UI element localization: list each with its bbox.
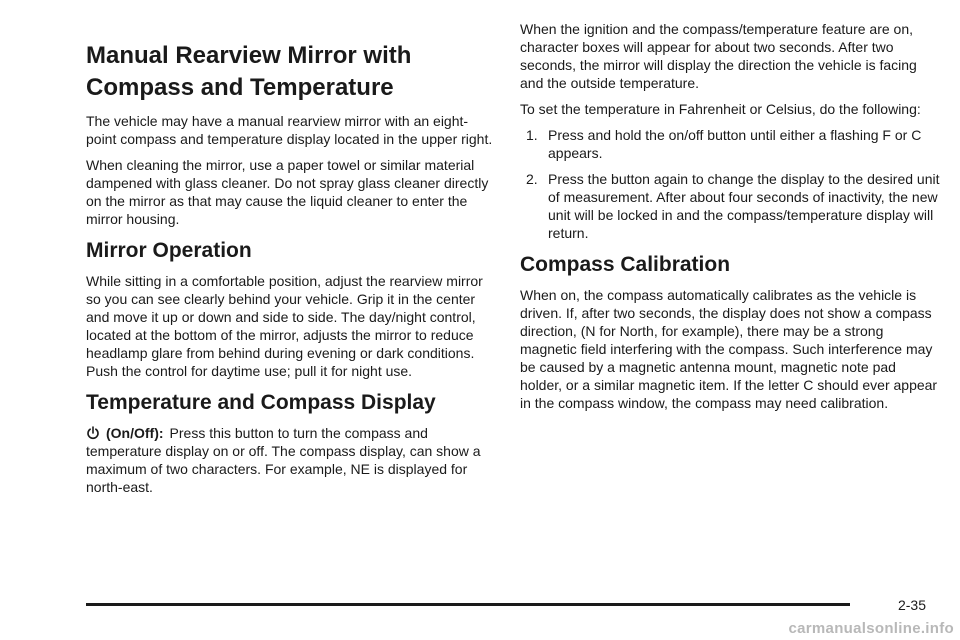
intro-paragraph: The vehicle may have a manual rearview mirror with an eight-point compass and temperature display located in the upper right. (86, 113, 493, 147)
right-column (520, 20, 940, 420)
page-title: Manual Rearview Mirror with Compass and Temperature (86, 42, 412, 101)
left-column (86, 40, 496, 504)
power-icon (86, 426, 100, 440)
display-heading: Temperature and Compass Display (86, 391, 436, 414)
onoff-term: (On/Off): (106, 425, 164, 441)
footer-divider (86, 603, 850, 606)
step-number: 1. (526, 127, 538, 143)
mirror-operation-paragraph: While sitting in a comfortable position, adjust the rearview mirror so you can see clearly behind your vehicle. Grip it in the center and move it up or down and side to side. The day/night control, located at the bottom of the mirror, adjusts the mirror to reduce headlamp glare from behind during evening or dark conditions. Push the control for daytime use; pull it for night use. (86, 273, 483, 379)
steps-list (520, 126, 940, 242)
calibration-heading: Compass Calibration (520, 253, 731, 276)
list-item (526, 170, 940, 242)
set-temp-paragraph: To set the temperature in Fahrenheit or Celsius, do the following: (520, 101, 921, 117)
onoff-text: Press this button to turn the compass and temperature display on or off. The compass display, can show a maximum of two characters. For example, NE is displayed for north-east. (86, 425, 481, 495)
step-text: Press and hold the on/off button until either a flashing F or C appears. (548, 127, 922, 161)
cleaning-paragraph: When cleaning the mirror, use a paper towel or similar material dampened with glass cleaner. Do not spray glass cleaner directly on the mirror as that may cause the liquid cleaner to enter the mirror housing. (86, 157, 489, 227)
list-item (526, 126, 940, 162)
mirror-operation-heading: Mirror Operation (86, 239, 252, 262)
step-number: 2. (526, 171, 538, 187)
step-text: Press the button again to change the display to the desired unit of measurement. After about four seconds of inactivity, the new unit will be locked in and the compass/temperature display will return. (548, 171, 940, 241)
ignition-paragraph: When the ignition and the compass/temperature feature are on, character boxes will appear for about two seconds. After two seconds, the mirror will display the direction the vehicle is facing and the outside temperature. (520, 21, 917, 91)
onoff-paragraph (86, 424, 496, 496)
page-number: 2-35 (897, 597, 926, 613)
watermark: carmanualsonline.info (788, 620, 954, 637)
calibration-paragraph: When on, the compass automatically calibrates as the vehicle is driven. If, after two seconds, the display does not show a compass direction, (N for North, for example), there may be a strong magnetic field interfering with the compass. Such interference may be caused by a magnetic antenna mount, magnetic note pad holder, or a similar magnetic item. If the letter C should ever appear in the compass window, the compass may need calibration. (520, 287, 938, 411)
